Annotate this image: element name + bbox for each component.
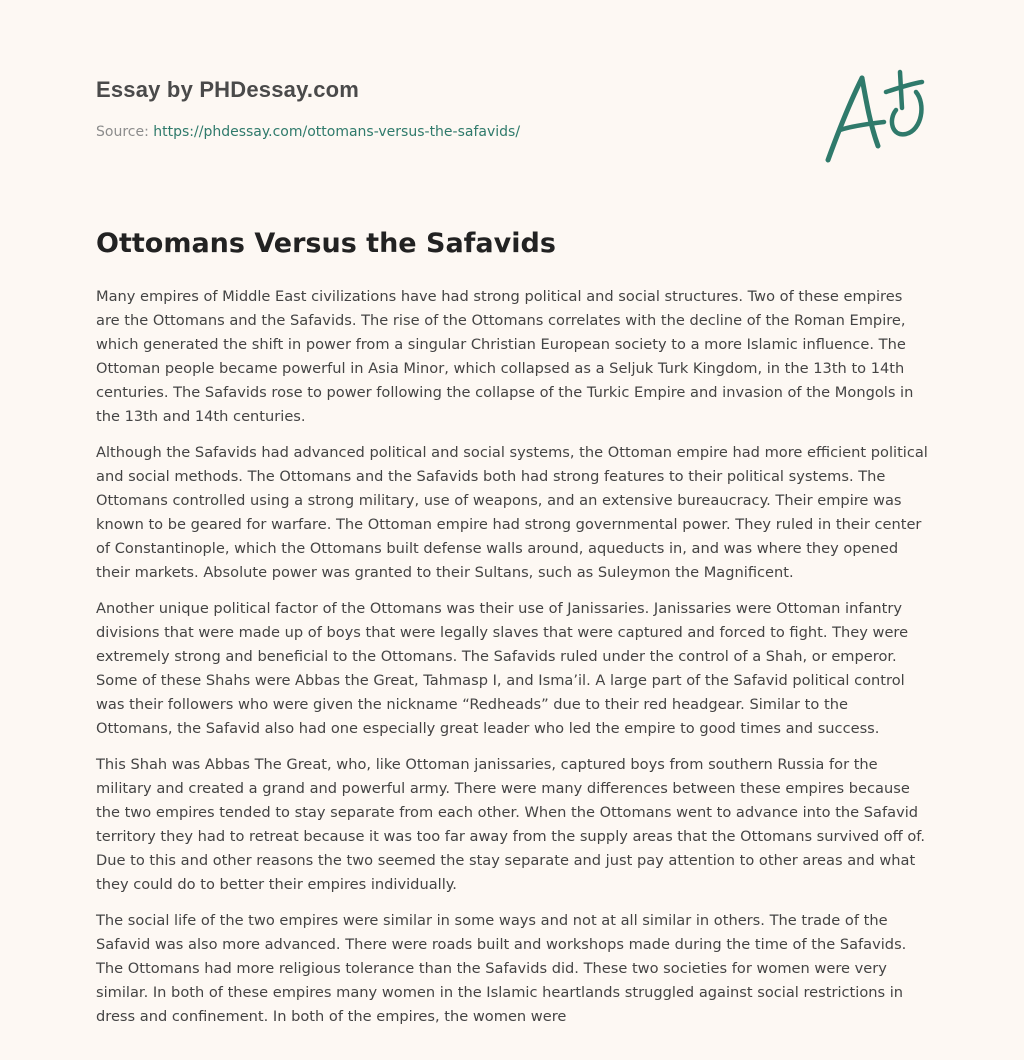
essay-body	[96, 285, 928, 1041]
a-plus-logo-icon	[822, 68, 932, 164]
essay-title: Ottomans Versus the Safavids	[96, 228, 556, 259]
site-brand: Essay by PHDessay.com	[96, 77, 360, 102]
essay-paragraph: Although the Safavids had advanced political and social systems, the Ottoman empire had more efficient political and social methods. The Ottomans and the Safavids both had strong features to their political systems. The Ottomans controlled using a strong military, use of weapons, and an extensive bureaucracy. Their empire was known to be geared for warfare. The Ottoman empire had strong governmental power. They ruled in their center of Constantinople, which the Ottomans built defense walls around, aqueducts in, and was where they opened their markets. Absolute power was granted to their Sultans, such as Suleymon the Magnificent.	[96, 444, 928, 581]
essay-page	[96, 0, 928, 1060]
essay-paragraph: Many empires of Middle East civilizations have had strong political and social structures. Two of these empires are the Ottomans and the Safavids. The rise of the Ottomans correlates with the decline of the Roman Empire, which generated the shift in power from a singular Christian European society to a more Islamic influence. The Ottoman people became powerful in Asia Minor, which collapsed as a Seljuk Turk Kingdom, in the 13th to 14th centuries. The Safavids rose to power following the collapse of the Turkic Empire and invasion of the Mongols in the 13th and 14th centuries.	[96, 288, 914, 425]
essay-paragraph: This Shah was Abbas The Great, who, like Ottoman janissaries, captured boys from southern Russia for the military and created a grand and powerful army. There were many differences between these empires because the two empires tended to stay separate from each other. When the Ottomans went to advance into the Safavid territory they had to retreat because it was too far away from the supply areas that the Ottomans survived off of. Due to this and other reasons the two seemed the stay separate and just pay attention to other areas and what they could do to better their empires individually.	[96, 756, 926, 893]
essay-paragraph: The social life of the two empires were similar in some ways and not at all similar in others. The trade of the Safavid was also more advanced. There were roads built and workshops made during the time of the Safavids. The Ottomans had more religious tolerance than the Safavids did. These two societies for women were very similar. In both of these empires many women in the Islamic heartlands struggled against social restrictions in dress and confinement. In both of the empires, the women were	[96, 912, 907, 1025]
essay-paragraph: Another unique political factor of the Ottomans was their use of Janissaries. Janissaries were Ottoman infantry divisions that were made up of boys that were legally slaves that were captured and forced to fight. They were extremely strong and beneficial to the Ottomans. The Safavids ruled under the control of a Shah, or emperor. Some of these Shahs were Abbas the Great, Tahmasp I, and Isma’il. A large part of the Safavid political control was their followers who were given the nickname “Redheads” due to their red headgear. Similar to the Ottomans, the Safavid also had one especially great leader who led the empire to good times and success.	[96, 600, 909, 737]
source-link[interactable]: https://phdessay.com/ottomans-versus-the-safavids/	[153, 124, 521, 140]
source-line	[96, 124, 520, 140]
source-label: Source:	[96, 124, 154, 140]
